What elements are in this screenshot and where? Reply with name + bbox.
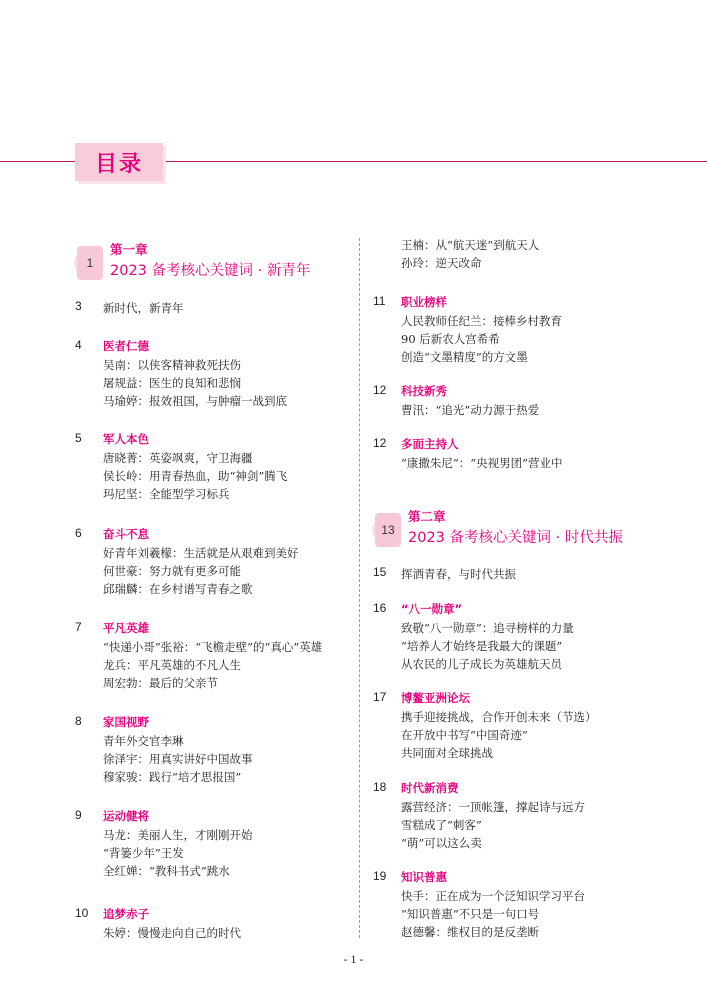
section-title: 知识普惠 (401, 870, 447, 884)
chapter-label: 第二章 (408, 509, 446, 524)
toc-entry[interactable]: 新时代，新青年 (103, 301, 184, 315)
section-page-number: 7 (75, 620, 82, 634)
section-page-number: 9 (75, 808, 82, 822)
toc-entry[interactable]: “背篓少年”王发 (103, 846, 184, 860)
section-page-number: 15 (373, 565, 387, 579)
section-title: 军人本色 (103, 432, 149, 446)
toc-entry[interactable]: 龙兵：平凡英雄的不凡人生 (103, 658, 241, 672)
toc-entry[interactable]: 从农民的儿子成长为英雄航天员 (401, 657, 562, 671)
section-page-number: 3 (75, 299, 82, 313)
toc-entry[interactable]: 在开放中书写“中国奇迹” (401, 728, 528, 742)
section-page-number: 19 (373, 869, 387, 883)
toc-entry[interactable]: “培养人才始终是我最大的课题” (401, 639, 563, 653)
section-title: 科技新秀 (401, 384, 447, 398)
section-title: 追梦赤子 (103, 907, 149, 921)
section-page-number: 17 (373, 690, 387, 704)
toc-entry[interactable]: 吴南：以侠客精神救死扶伤 (103, 358, 241, 372)
toc-entry[interactable]: 人民教师任纪兰：接棒乡村教育 (401, 314, 562, 328)
chapter-label: 第一章 (110, 242, 148, 257)
toc-entry[interactable]: 朱婷：慢慢走向自己的时代 (103, 926, 241, 940)
toc-entry[interactable]: 携手迎接挑战，合作开创未来（节选） (401, 710, 597, 724)
chapter-badge: 13 (375, 513, 401, 547)
toc-entry[interactable]: 侯长岭：用青春热血，助“神剑”腾飞 (103, 469, 288, 483)
toc-entry[interactable]: 全红婵：“教科书式”跳水 (103, 864, 230, 878)
section-title: “八一勋章” (401, 602, 463, 616)
toc-entry[interactable]: “知识普惠”不只是一句口号 (401, 907, 540, 921)
section-page-number: 5 (75, 431, 82, 445)
chapter-1[interactable] (75, 238, 395, 282)
toc-entry[interactable]: 玛尼坚：全能型学习标兵 (103, 487, 230, 501)
toc-entry[interactable]: 赵德馨：维权目的是反垄断 (401, 925, 539, 939)
section-title: 时代新消费 (401, 781, 459, 795)
toc-entry[interactable]: 挥洒青春，与时代共振 (401, 567, 516, 581)
section-title: 职业榜样 (401, 295, 447, 309)
section-page-number: 12 (373, 383, 387, 397)
toc-entry[interactable]: 唐晓菁：英姿飒爽，守卫海疆 (103, 451, 253, 465)
toc-entry[interactable]: “萌”可以这么卖 (401, 836, 482, 850)
toc-entry[interactable]: 马瑜婷：报效祖国，与肿瘤一战到底 (103, 394, 287, 408)
section-page-number: 11 (373, 294, 386, 308)
toc-entry[interactable]: “快递小哥”张裕：“飞檐走壁”的“真心”英雄 (103, 640, 323, 654)
section-title: 医者仁德 (103, 339, 149, 353)
section-page-number: 10 (75, 906, 89, 920)
toc-entry[interactable]: 邱瑞麟：在乡村谱写青春之歌 (103, 582, 253, 596)
chapter-badge: 1 (77, 246, 103, 280)
chapter-2[interactable] (373, 505, 693, 549)
page-title: 目录 (94, 151, 143, 177)
toc-entry[interactable]: 屠规益：医生的良知和悲悯 (103, 376, 241, 390)
toc-entry[interactable]: 创造“文墨精度”的方文墨 (401, 350, 528, 364)
section-title: 奋斗不息 (103, 527, 149, 541)
section-title: 博鳌亚洲论坛 (401, 691, 470, 705)
toc-entry[interactable]: 好青年刘羲檬：生活就是从艰难到美好 (103, 546, 299, 560)
toc-entry[interactable]: 致敬“八一勋章”：追寻榜样的力量 (401, 621, 574, 635)
toc-entry[interactable]: 穆家骏：践行“培才思报国” (103, 770, 242, 784)
section-page-number: 16 (373, 601, 387, 615)
toc-entry[interactable]: 孙玲：逆天改命 (401, 256, 482, 270)
section-page-number: 4 (75, 338, 82, 352)
toc-entry[interactable]: 何世豪：努力就有更多可能 (103, 564, 241, 578)
toc-title-box (75, 143, 163, 181)
section-page-number: 12 (373, 436, 387, 450)
section-page-number: 6 (75, 526, 82, 540)
chapter-subtitle: 2023 备考核心关键词 · 新青年 (110, 263, 311, 279)
column-divider (359, 238, 360, 938)
section-title: 平凡英雄 (103, 621, 149, 635)
chapter-subtitle: 2023 备考核心关键词 · 时代共振 (408, 530, 623, 546)
section-title: 家国视野 (103, 715, 149, 729)
toc-entry[interactable]: 徐泽宇：用真实讲好中国故事 (103, 752, 253, 766)
toc-entry[interactable]: 快手：正在成为一个泛知识学习平台 (401, 889, 585, 903)
toc-entry[interactable]: 青年外交官李琳 (103, 734, 184, 748)
toc-entry[interactable]: 曹汛：“追光”动力源于热爱 (401, 403, 540, 417)
section-page-number: 8 (75, 714, 82, 728)
section-title: 运动健将 (103, 809, 149, 823)
page-number: - 1 - (343, 952, 364, 966)
toc-entry[interactable]: 露营经济：一顶帐篷，撑起诗与远方 (401, 800, 585, 814)
toc-entry[interactable]: 马龙：美丽人生，才刚刚开始 (103, 828, 253, 842)
section-page-number: 18 (373, 780, 387, 794)
toc-entry[interactable]: 90 后新农人宫希希 (401, 332, 500, 346)
toc-entry[interactable]: “康撒朱尼”：“央视男团”营业中 (401, 456, 563, 470)
toc-entry[interactable]: 共同面对全球挑战 (401, 746, 493, 760)
toc-entry[interactable]: 雪糕成了“刺客” (401, 818, 482, 832)
section-title: 多面主持人 (401, 437, 459, 451)
toc-entry[interactable]: 周宏勃：最后的父亲节 (103, 676, 218, 690)
toc-entry[interactable]: 王楠：从“航天迷”到航天人 (401, 238, 540, 252)
